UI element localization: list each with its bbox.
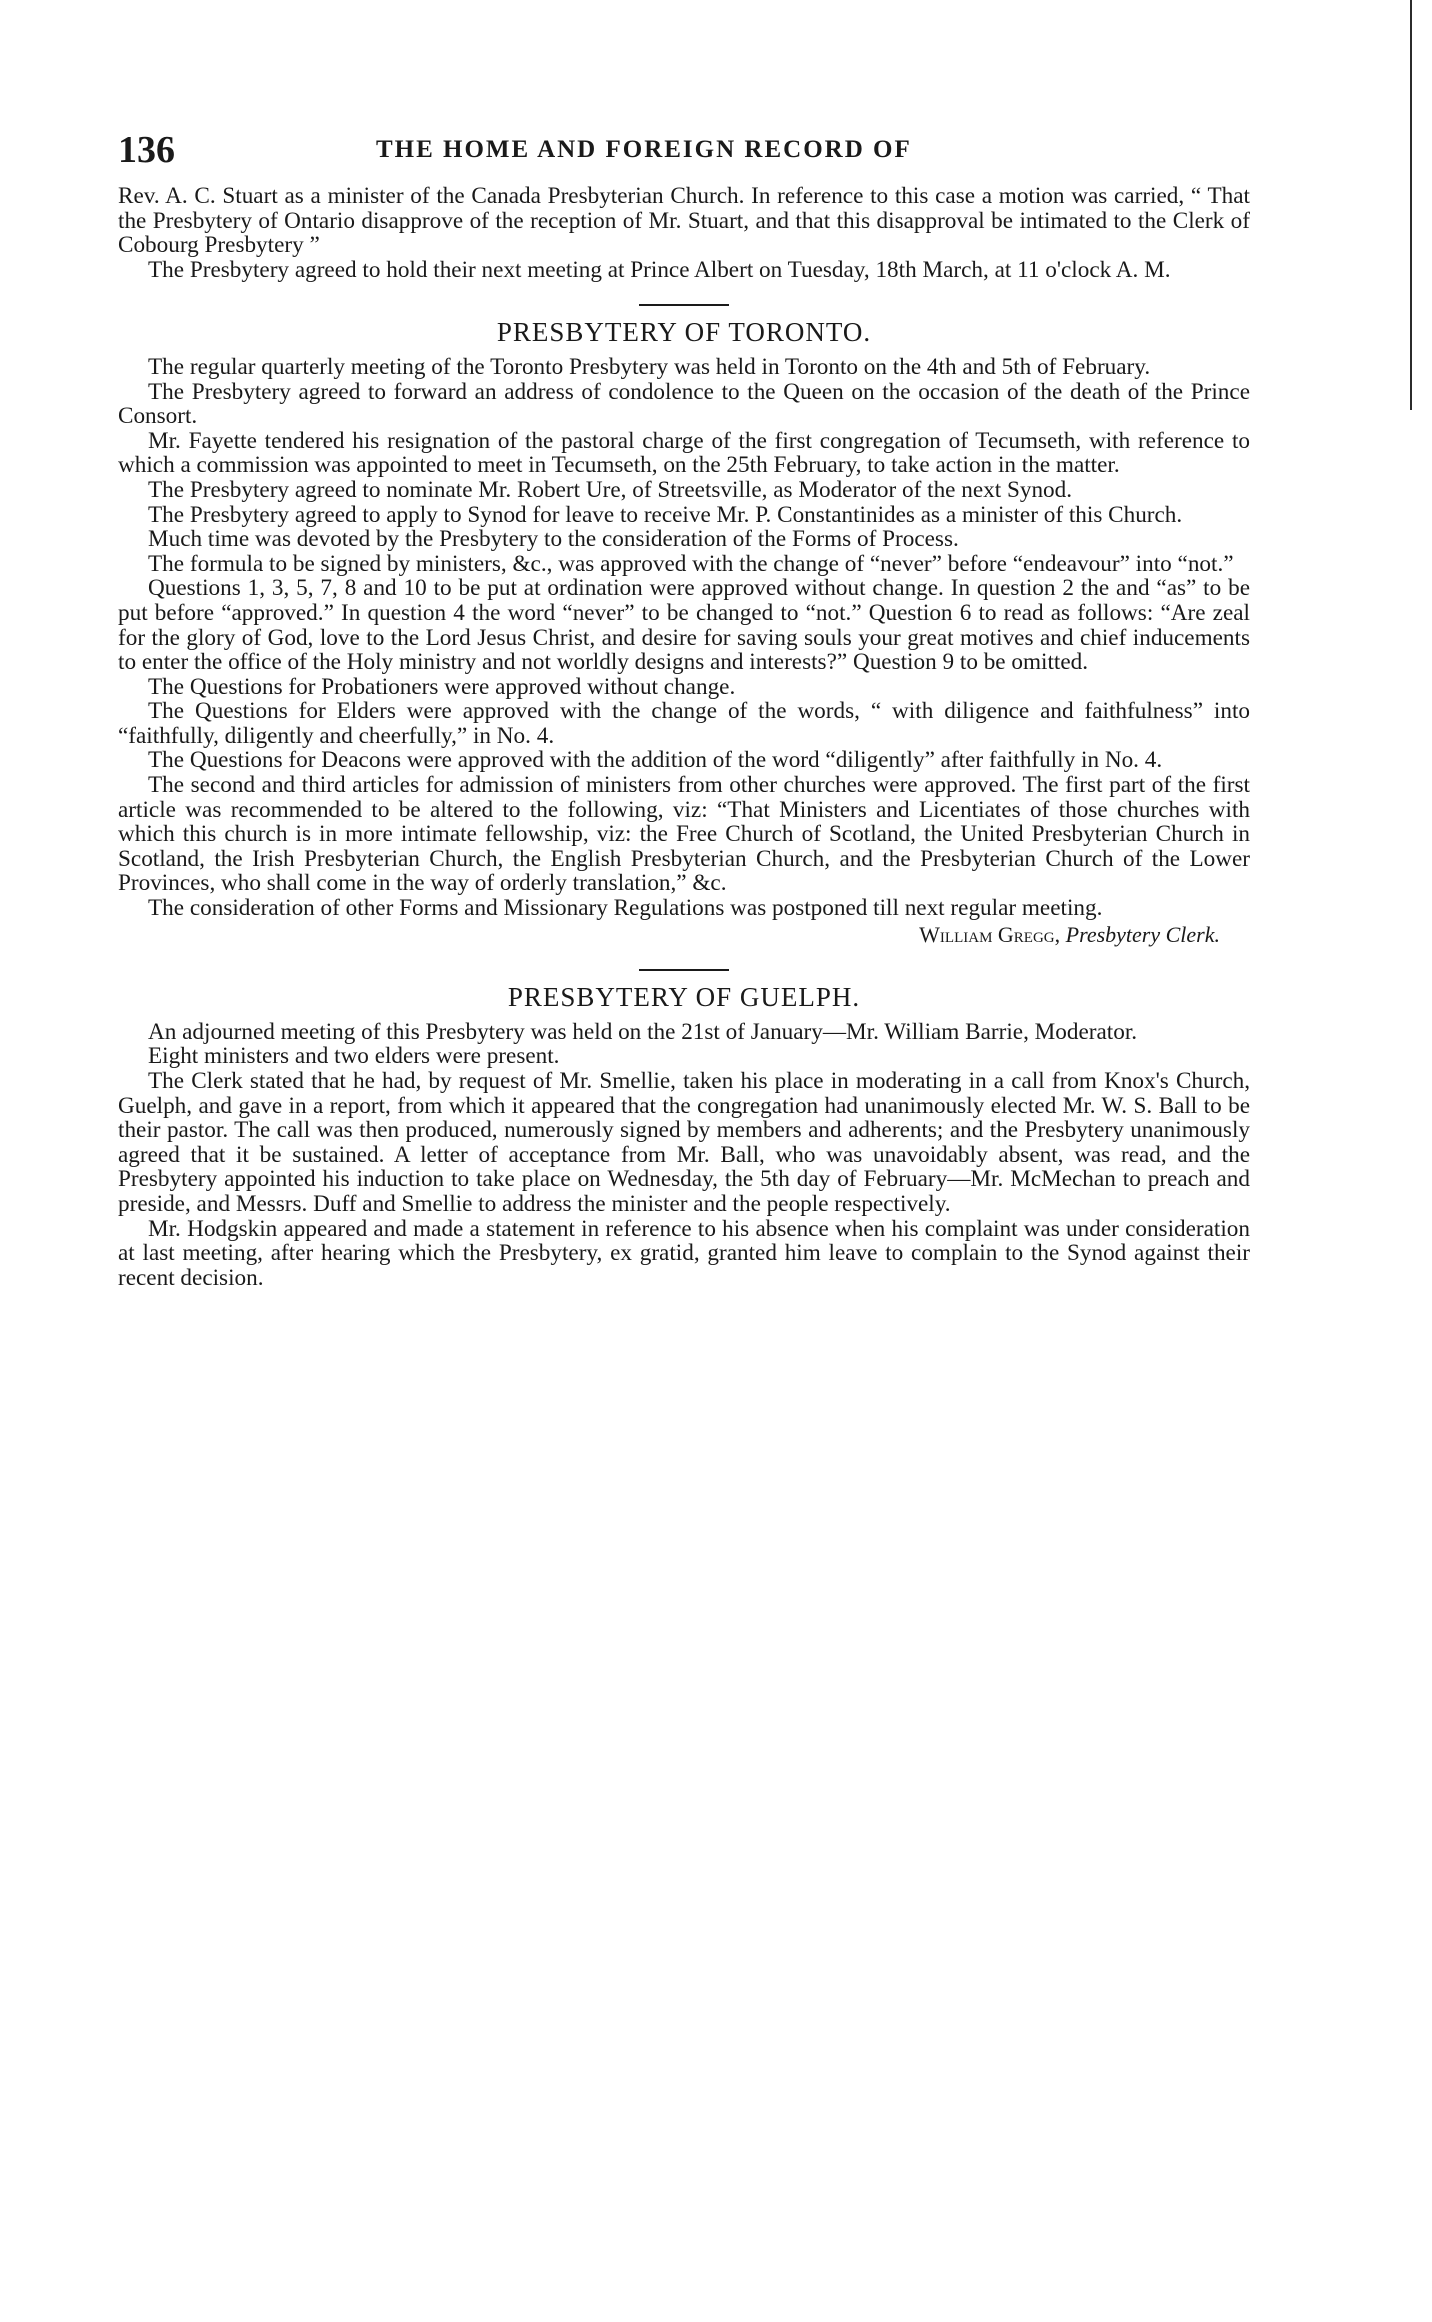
running-head: THE HOME AND FOREIGN RECORD OF — [376, 136, 912, 163]
paragraph: The second and third articles for admission of ministers from other churches were approved. The first part of the first article was recommended to be altered to the following, viz: “That Ministers and Licentiates of those churches with which this church is in more intimate fellowship, viz: the Free Church of Scotland, the United Presbyterian Church in Scotland, the Irish Presbyterian Church, the English Presbyterian Church, and the Presbyterian Church of the Lower Provinces, who shall come in the way of orderly translation,” &c. — [118, 772, 1250, 897]
margin-rule — [1410, 0, 1412, 410]
paragraph: The Presbytery agreed to hold their next meeting at Prince Albert on Tuesday, 18th March, at 11 o'clock A. M. — [148, 256, 1171, 283]
signature-role: Presbytery Clerk. — [1065, 921, 1220, 947]
signature — [118, 923, 1220, 948]
paragraph: The regular quarterly meeting of the Toronto Presbytery was held in Toronto on the 4th and 5th of February. — [148, 353, 1151, 380]
paragraph: An adjourned meeting of this Presbytery was held on the 21st of January—Mr. William Barrie, Moderator. — [148, 1018, 1138, 1045]
paragraph: The Questions for Deacons were approved with the addition of the word “diligently” after faithfully in No. 4. — [148, 747, 1163, 774]
paragraph: Mr. Fayette tendered his resignation of the pastoral charge of the first congregation of Tecumseth, with reference to which a commission was appointed to meet in Tecumseth, on the 25th February, to take action in the matter. — [118, 427, 1250, 479]
page-header — [118, 128, 1250, 184]
paragraph: The Questions for Elders were approved with the change of the words, “ with diligence and faithfulness” into “faithfully, diligently and cheerfully,” in No. 4. — [118, 698, 1250, 749]
page-number: 136 — [118, 129, 175, 171]
section-divider — [639, 304, 729, 306]
paragraph: Eight ministers and two elders were present. — [148, 1043, 560, 1070]
guelph-section — [118, 982, 1250, 1291]
paragraph: The consideration of other Forms and Missionary Regulations was postponed till next regular meeting. — [148, 895, 1103, 922]
paragraph: Much time was devoted by the Presbytery to the consideration of the Forms of Process. — [148, 526, 959, 553]
paragraph: Questions 1, 3, 5, 7, 8 and 10 to be put at ordination were approved without change. In question 2 the and “as” to be put before “approved.” In question 4 the word “never” to be changed to “not.” Question 6 to read as follows: “Are zeal for the glory of God, love to the Lord Jesus Christ, and desire for saving souls your great motives and chief inducements to enter the office of the Holy ministry and not worldly designs and interests?” Question 9 to be omitted. — [118, 575, 1250, 676]
intro-section — [118, 184, 1250, 282]
paragraph: The formula to be signed by ministers, &c., was approved with the change of “never” before “endeavour” into “not.” — [148, 550, 1234, 577]
paragraph: The Clerk stated that he had, by request of Mr. Smellie, taken his place in moderating in a call from Knox's Church, Guelph, and gave in a report, from which it appeared that the congregation had unanimously elected Mr. W. S. Ball to be their pastor. The call was then produced, numerously signed by members and adherents; and the Presbytery unanimously agreed that it be sustained. A letter of acceptance from Mr. Ball, who was unavoidably absent, was read, and the Presbytery appointed his induction to take place on Wednesday, the 5th day of February—Mr. McMechan to preach and preside, and Messrs. Duff and Smellie to address the minister and the people respectively. — [118, 1068, 1250, 1217]
paragraph: The Presbytery agreed to forward an address of condolence to the Queen on the occasion of the death of the Prince Consort. — [118, 378, 1250, 430]
toronto-section — [118, 317, 1250, 947]
paragraph: Rev. A. C. Stuart as a minister of the Canada Presbyterian Church. In reference to this case a motion was carried, “ That the Presbytery of Ontario disapprove of the reception of Mr. Stuart, and that this disapproval be intimated to the Clerk of Cobourg Presbytery ” — [118, 183, 1250, 259]
section-divider — [639, 969, 729, 971]
section-title: PRESBYTERY OF TORONTO. — [496, 317, 872, 348]
paragraph: The Presbytery agreed to apply to Synod for leave to receive Mr. P. Constantinides as a minister of this Church. — [148, 501, 1183, 528]
paragraph: The Questions for Probationers were approved without change. — [148, 673, 736, 700]
paragraph: Mr. Hodgskin appeared and made a statement in reference to his absence when his complaint was under consideration at last meeting, after hearing which the Presbytery, ex gratid, granted him leave to complain to the Synod against their recent decision. — [118, 1215, 1250, 1291]
page — [118, 128, 1250, 1290]
paragraph: The Presbytery agreed to nominate Mr. Robert Ure, of Streetsville, as Moderator of the next Synod. — [148, 476, 1073, 503]
section-title: PRESBYTERY OF GUELPH. — [507, 982, 861, 1013]
signature-name: William Gregg, — [919, 921, 1061, 947]
